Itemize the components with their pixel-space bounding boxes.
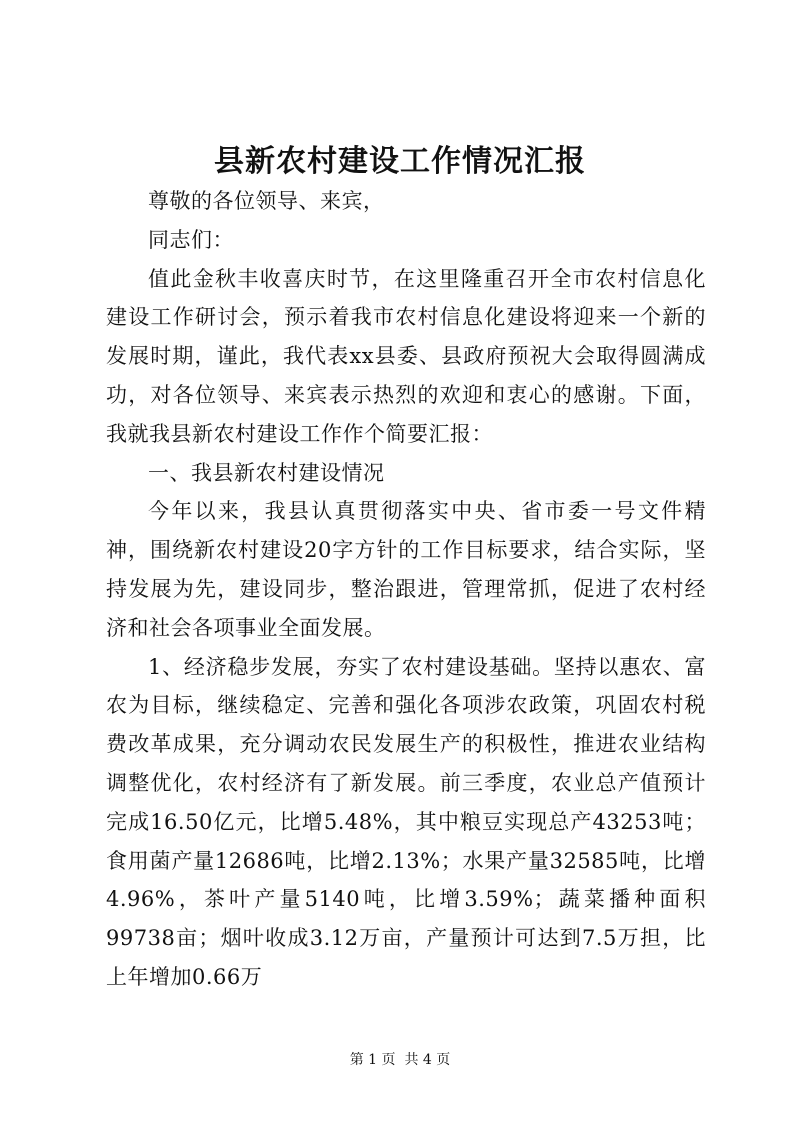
- salutation-line: 同志们：: [148, 227, 234, 252]
- document-title: 县新农村建设工作情况汇报: [214, 144, 586, 179]
- greeting-line: 尊敬的各位领导、来宾，: [148, 189, 385, 213]
- overview-paragraph: 今年以来，我县认真贯彻落实中央、省市委一号文件精神，围绕新农村建设20字方针的工作目标要求，结合实际，坚持发展为先，建设同步，整治跟进，管理常抓，促进了农村经济和社会各项事业全面发展。: [106, 499, 706, 640]
- intro-paragraph: 值此金秋丰收喜庆时节，在这里隆重召开全市农村信息化建设工作研讨会，预示着我市农村信息化建设将迎来一个新的发展时期，谨此，我代表xx县委、县政府预祝大会取得圆满成功，对各位领导、来宾表示热烈的欢迎和衷心的感谢。下面，我就我县新农村建设工作作个简要汇报：: [106, 266, 706, 446]
- economy-paragraph: 1、经济稳步发展，夯实了农村建设基础。坚持以惠农、富农为目标，继续稳定、完善和强化各项涉农政策，巩固农村税费改革成果，充分调动农民发展生产的积极性，推进农业结构调整优化，农村经济有了新发展。前三季度，农业总产值预计完成16.50亿元，比增5.48%，其中粮豆实现总产43253吨；食用菌产量12686吨，比增2.13%；水果产量32585吨，比增4.96%，茶叶产量5140吨，比增3.59%；蔬菜播种面积99738亩；烟叶收成3.12万亩，产量预计可达到7.5万担，比上年增加0.66万: [106, 654, 706, 989]
- page-footer: [0, 1050, 800, 1070]
- section-heading: 一、我县新农村建设情况: [148, 460, 385, 485]
- page-number: 第 1 页 共 4 页: [349, 1052, 451, 1068]
- document-body: [106, 182, 706, 997]
